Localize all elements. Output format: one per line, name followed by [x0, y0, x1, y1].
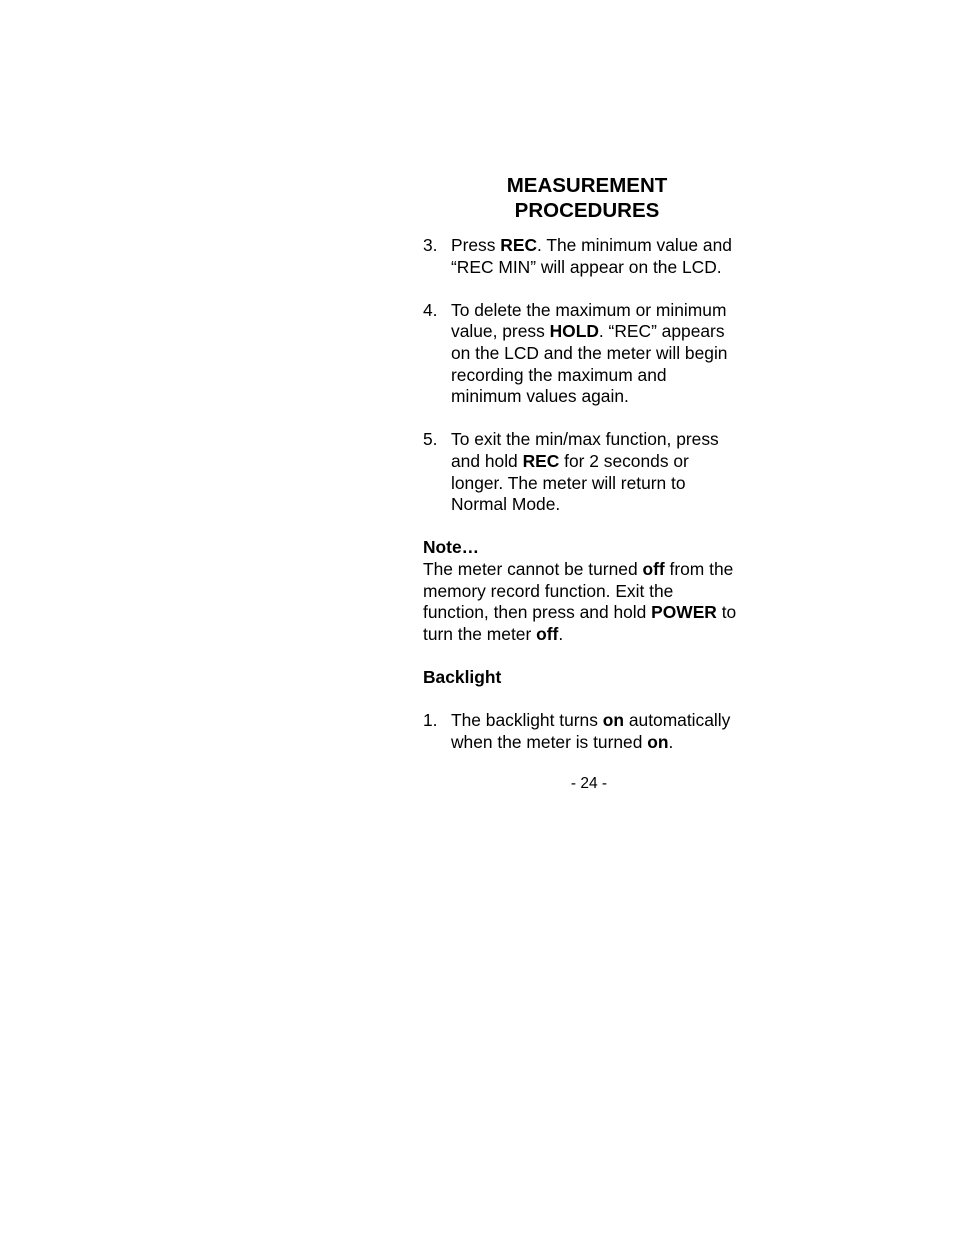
step-number: 1.	[423, 710, 438, 731]
step-3	[423, 235, 741, 278]
step-text: To exit the min/max function, press and hold REC for 2 seconds or longer. The meter will return to Normal Mode.	[451, 429, 719, 515]
page-title	[423, 173, 741, 223]
page-number: - 24 -	[570, 775, 608, 793]
step-4	[423, 300, 741, 408]
step-text: Press REC. The minimum value and “REC MIN” will appear on the LCD.	[451, 235, 732, 277]
backlight-heading: Backlight	[423, 666, 502, 687]
backlight-step-1	[423, 710, 741, 753]
note-heading: Note…	[423, 537, 480, 558]
manual-page	[423, 173, 741, 795]
title-line-1: MEASUREMENT	[506, 174, 668, 197]
note-text: The meter cannot be turned off from the memory record function. Exit the function, then press and hold POWER to turn the meter off.	[423, 558, 737, 644]
step-5	[423, 429, 741, 515]
step-number: 5.	[423, 429, 438, 450]
step-text: To delete the maximum or minimum value, press HOLD. “REC” appears on the LCD and the meter will begin recording the maximum and minimum values again.	[451, 299, 728, 407]
step-number: 4.	[423, 299, 438, 320]
step-number: 3.	[423, 235, 438, 255]
title-line-2: PROCEDURES	[514, 199, 660, 222]
step-text: The backlight turns on automatically when the meter is turned on.	[451, 710, 731, 752]
